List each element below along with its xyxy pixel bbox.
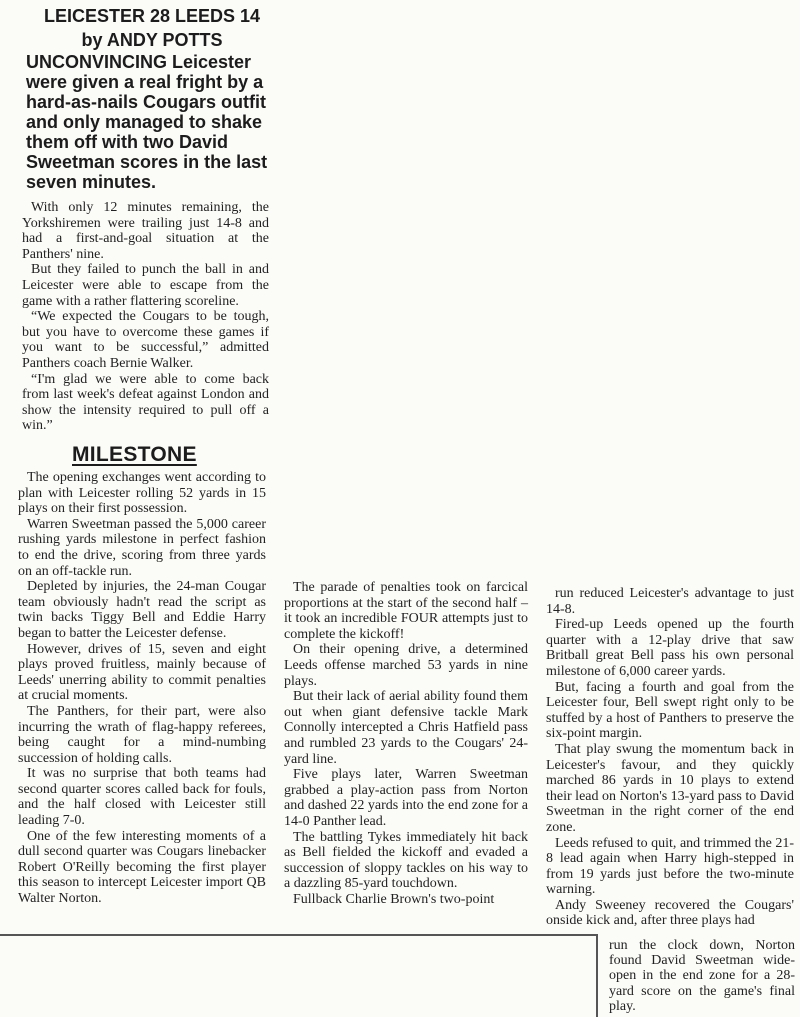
- standfirst: UNCONVINCING Leicester were given a real fright by a hard-as-nails Cougars outfit and only managed to shake them off with two David Sweetman scores in the last seven minutes.: [26, 52, 268, 192]
- paragraph: The opening exchanges went according to plan with Leicester rolling 52 yards in 15 plays on their first possession.: [18, 470, 266, 517]
- column-2: [284, 580, 528, 907]
- paragraph: The battling Tykes immediately hit back as Bell fielded the kickoff and evaded a succession of sloppy tackles on his way to a dazzling 85-yard touchdown.: [284, 829, 528, 892]
- paragraph: run reduced Leicester's advantage to just 14-8.: [546, 586, 794, 617]
- paragraph: The parade of penalties took on farcical proportions at the start of the second half – it took an incredible FOUR attempts just to complete the kickoff!: [284, 580, 528, 642]
- paragraph: “I'm glad we were able to come back from last week's defeat against London and show the intensity required to pull off a win.”: [22, 371, 269, 434]
- column-1-intro: [22, 200, 269, 434]
- paragraph: However, drives of 15, seven and eight plays proved fruitless, mainly because of Leeds' unerring ability to commit penalties at crucial moments.: [18, 641, 266, 704]
- paragraph: Andy Sweeney recovered the Cougars' onside kick and, after three plays had: [546, 897, 794, 929]
- paragraph: run the clock down, Norton found David Sweetman wide-open in the end zone for a 28-yard score on the game's final play.: [609, 938, 795, 1014]
- paragraph: That play swung the momentum back in Leicester's favour, and they quickly marched 86 yards in 10 plays to extend their lead on Norton's 13-yard pass to David Sweetman in the right corner of the end zone.: [546, 741, 794, 835]
- paragraph: Fired-up Leeds opened up the fourth quarter with a 12-play drive that saw Britball great Bell pass his own personal milestone of 6,000 career yards.: [546, 617, 794, 679]
- headline-score: LEICESTER 28 LEEDS 14: [43, 6, 261, 26]
- paragraph: But they failed to punch the ball in and Leicester were able to escape from the game with a rather flattering scoreline.: [22, 262, 269, 309]
- paragraph: Leeds refused to quit, and trimmed the 21-8 lead again when Harry high-stepped in from 19 yards just before the two-minute warning.: [546, 835, 794, 898]
- paragraph: On their opening drive, a determined Leeds offense marched 53 yards in nine plays.: [284, 642, 528, 689]
- corner-rule: [596, 934, 598, 1017]
- column-1-body: [18, 470, 266, 907]
- byline: by ANDY POTTS: [81, 30, 223, 50]
- paragraph: With only 12 minutes remaining, the Yorkshiremen were trailing just 14-8 and had a first-and-goal situation at the Panthers' nine.: [22, 200, 269, 262]
- paragraph: But their lack of aerial ability found them out when giant defensive tackle Mark Connolly intercepted a Chris Hatfield pass and rumbled 23 yards to the Cougars' 24-yard line.: [284, 689, 528, 767]
- subheading-milestone: MILESTONE: [72, 443, 197, 466]
- paragraph: Depleted by injuries, the 24-man Cougar team obviously hadn't read the script as twin backs Tiggy Bell and Eddie Harry began to batter the Leicester defense.: [18, 579, 266, 641]
- paragraph: One of the few interesting moments of a dull second quarter was Cougars linebacker Robert O'Reilly becoming the first player this season to intercept Leicester import QB Walter Norton.: [18, 828, 266, 907]
- column-3: [546, 586, 794, 929]
- paragraph: But, facing a fourth and goal from the Leicester four, Bell swept right only to be stuffed by a host of Panthers to preserve the six-point margin.: [546, 679, 794, 742]
- column-3-tail: [609, 938, 795, 1014]
- paragraph: The Panthers, for their part, were also incurring the wrath of flag-happy referees, being caught for a mind-numbing succession of holding calls.: [18, 703, 266, 766]
- paragraph: Five plays later, Warren Sweetman grabbed a play-action pass from Norton and dashed 22 yards into the end zone for a 14-0 Panther lead.: [284, 767, 528, 829]
- paragraph: It was no surprise that both teams had second quarter scores called back for fouls, and the half closed with Leicester still leading 7-0.: [18, 766, 266, 829]
- bottom-rule: [0, 934, 596, 936]
- paragraph: Warren Sweetman passed the 5,000 career rushing yards milestone in perfect fashion to end the drive, scoring from three yards on an off-tackle run.: [18, 516, 266, 579]
- paragraph: Fullback Charlie Brown's two-point: [293, 891, 495, 907]
- paragraph: “We expected the Cougars to be tough, but you have to overcome these games if you want to be successful,” admitted Panthers coach Bernie Walker.: [22, 309, 269, 371]
